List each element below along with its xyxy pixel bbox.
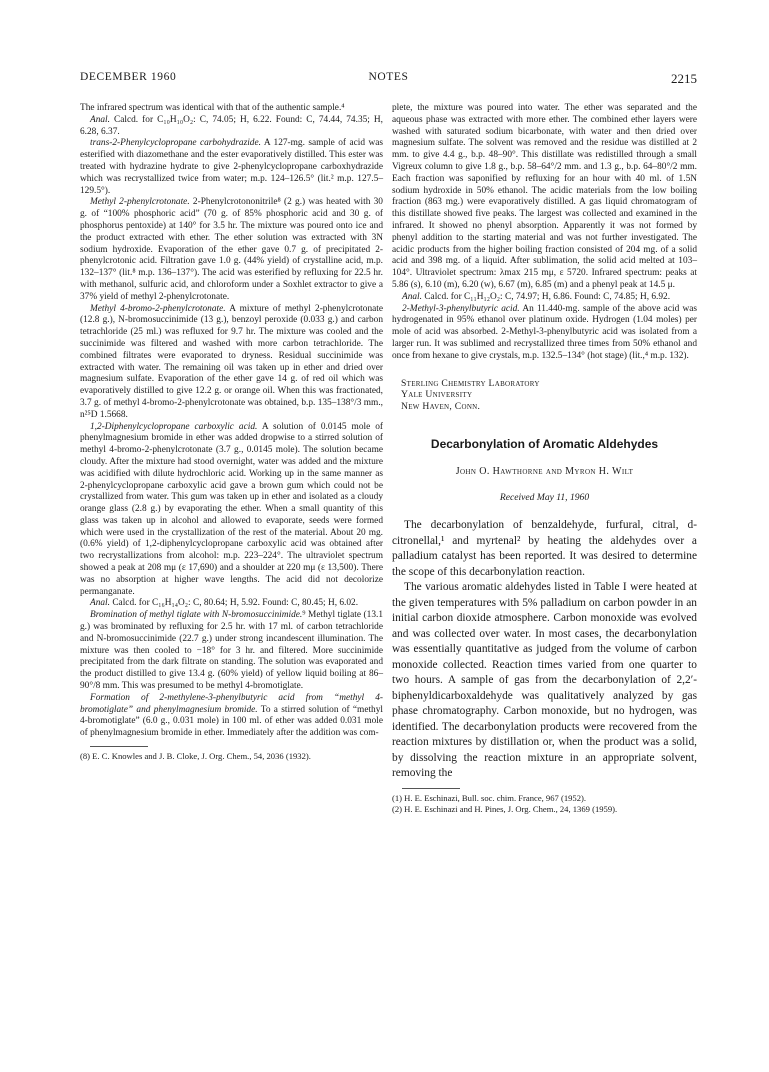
italic-heading: Bromination of methyl tiglate with N-bromosuccinimide. xyxy=(90,610,303,621)
text-run: A 127-mg. sample of acid was esterified with diazomethane and the ester evaporatively distilled. This ester was treated with hydrazine hydrate to give 2-phenylcyclopropane carboxhydrazide which was recrystallized twice from water; m.p. 124–126.5° (lit.² m.p. 127.5–129.5°). xyxy=(80,138,383,196)
paragraph xyxy=(80,103,383,115)
article-title: Decarbonylation of Aromatic Aldehydes xyxy=(430,437,659,452)
paragraph xyxy=(80,693,383,740)
text-run: Calcd. for C₁₁H₁₂O₂: C, 74.97; H, 6.86. Found: C, 74.85; H, 6.92. xyxy=(421,291,671,302)
italic-heading: Formation of 2-methylene-3-phenylbutyric acid from “methyl 4-bromotiglate” and phenylmagnesium bromide. xyxy=(80,692,383,715)
text-run: plete, the mixture was poured into water. The ether was separated and the aqueous phase was extracted with more ether. The combined ether layers were washed with saturated sodium bicarbonate, with water and then dried over magnesium sulfate. The solvent was removed and the residue was distilled at 2 mm. to give 4.4 g., b.p. 48–90°. This distillate was redistilled through a small Vigreux column to give 1.8 g., b.p. 58–64°/2 mm. and 1.3 g., b.p. 64–80°/2 mm. Each fraction was saponified by refluxing for an hour with 40 ml. of 1.5N sodium hydroxide in 50% ethanol. The acidic materials from the low boiling fraction (863 mg.) were evaporatively distilled. A gas liquid chromatogram of this distillate showed five peaks. The largest was collected and examined in the infrared. It showed no phenyl absorption. Apparently it was not formed by phenyl addition to the starting material and was not further investigated. The acidic products from the higher boiling fraction consisted of 204 mg. of a solid acid and 398 mg. of a liquid. After sublimation, the solid acid melted at 103–104°. Ultraviolet spectrum: λmax 215 mμ, ε 5720. Infrared spectrum: peaks at 5.86 (s), 6.10 (m), 6.20 (w), 6.67 (m), 6.85 (m) and a phenyl peak at 14.5 μ. xyxy=(392,103,697,290)
italic-heading: Methyl 4-bromo-2-phenylcrotonate. xyxy=(90,303,226,314)
italic-heading: 2-Methyl-3-phenylbutyric acid. xyxy=(402,303,520,314)
text-run: Calcd. for C₁₆H₁₄O₂: C, 80.64; H, 5.92. Found: C, 80.45; H, 6.02. xyxy=(109,598,359,609)
text-run: A solution of 0.0145 mole of phenylmagnesium bromide in ether was added dropwise to a stirred solution of methyl 4-bromo-2-phenylcrotonate (3.7 g., 0.0145 mole). The solution became cloudy. After the mixture had stood overnight, water was added and the mixture was acidified with dilute hydrochloric acid. Working up in the same manner as 2-phenylcyclopropane carboxylic acid gave a brown gum which could not be crystallized from water. This gum was taken up in ether and isolated as a cloudy orange glass (2.8 g.) by evaporating the ether. When a small quantity of this glass was taken up in alcohol and allowed to evaporate, seeds were formed which were used in the crystallization of the rest of the material. About 20 mg. (0.6% yield) of 1,2-diphenylcyclopropane carboxylic acid was obtained after two recrystallizations from alcohol: m.p. 223–224°. The ultraviolet spectrum showed a peak at 208 mμ (ε 17,690) and a shoulder at 220 mμ (ε 13,500). There was no absorption at higher wave lengths. The acid did not decolorize permanganate. xyxy=(80,421,383,597)
paragraph xyxy=(80,197,383,303)
italic-heading: Anal. xyxy=(402,291,422,302)
article-paragraph: The various aromatic aldehydes listed in Table I were heated at the given temperatures with 5% palladium on carbon powder in an initial carbon dioxide atmosphere. Carbon monoxide was evolved and was collected over water. In most cases, the decarbonylation was essentially quantitative as judged from the volume of carbon monoxide collected. Reaction times varied from one quarter to two hours. A sample of gas from the decarbonylation of 2,2′-biphenyldicarboxaldehyde was qualitatively analyzed by gas phase chromatography. Carbon monoxide, but no hydrogen, was identified. The decarbonylation products were recovered from the reaction mixtures by distillation or, when the product was a solid, by dissolving the reaction mixture in an appropriate solvent, removing the xyxy=(392,581,697,780)
paragraph xyxy=(80,422,383,599)
text-run: A mixture of methyl 2-phenylcrotonate (12.8 g.), N-bromosuccinimide (13 g.), benzoyl peroxide (0.033 g.) and carbon tetrachloride (25 ml.) was refluxed for 9.7 hr. The mixture was cooled and the succinimide was filtered and washed with more carbon tetrachloride. The combined filtrates were evaporated to dryness. Residual succinimide was extracted with water. The remaining oil was taken up in ether and dried over magnesium sulfate. Evaporation of the ether gave 14 g. of red oil which was evaporatively distilled to give 12.2 g. or orange oil. When this was fractionated, 3.7 g. of methyl 4-bromo-2-phenylcrotonate was obtained, b.p. 135–138°/3 mm., n²⁵D 1.5668. xyxy=(80,303,384,420)
footnote-rule xyxy=(90,746,148,747)
address-line: Sterling Chemistry Laboratory xyxy=(401,377,540,389)
paragraph xyxy=(392,103,697,292)
right-paragraphs xyxy=(392,103,697,363)
text-run: To a stirred solution of “methyl 4-bromotiglate” (6.0 g., 0.031 mole) in 100 ml. of ether was added 0.031 mole of phenylmagnesium bromide in ether. Immediately after the addition was com- xyxy=(80,704,383,739)
address-line: Yale University xyxy=(401,389,473,401)
text-run: 2-Phenylcrotononitrile⁸ (2 g.) was heated with 30 g. of “100% phosphoric acid” (70 g. of 85% phosphoric acid and 30 g. of phosphorus pentoxide) at 140° for 3.5 hr. The mixture was poured onto ice and the product extracted with ether. The ether solution was extracted with 3N sodium hydroxide. Evaporation of the ether gave 0.7 g. of precipitated 2-phenylcrotonic acid. Filtration gave 1.0 g. (44% yield) of crystalline acid, m.p. 132–137° (lit.⁸ m.p. 136–137°). The acid was esterified by refluxing for 22.5 hr. with methanol, sulfuric acid, and chloroform under a Soxhlet extractor to give a 37% yield of methyl 2-phenylcrotonate. xyxy=(80,197,383,302)
paragraph xyxy=(80,610,383,693)
italic-heading: Anal. xyxy=(90,114,110,125)
italic-heading: Anal. xyxy=(90,598,110,609)
right-column xyxy=(392,103,697,815)
italic-heading: Methyl 2-phenylcrotonate. xyxy=(90,197,190,208)
article-body xyxy=(392,518,697,782)
received-date: Received May 11, 1960 xyxy=(499,491,590,503)
paragraph xyxy=(392,304,697,363)
header-section: NOTES xyxy=(368,71,409,83)
left-paragraphs xyxy=(80,103,383,740)
paragraph xyxy=(80,598,383,610)
footnote-1: (1) H. E. Eschinazi, Bull. soc. chim. France, 967 (1952). xyxy=(392,792,587,803)
footnote-rule xyxy=(402,788,460,789)
paragraph xyxy=(80,138,383,197)
text-run: Calcd. for C₁₀H₁₀O₂: C, 74.05; H, 6.22. Found: C, 74.44, 74.35; H, 6.28, 6.37. xyxy=(80,114,383,137)
header-date: DECEMBER 1960 xyxy=(80,71,177,83)
paragraph xyxy=(80,115,383,139)
address-line: New Haven, Conn. xyxy=(401,400,481,412)
lab-address xyxy=(392,378,697,413)
footnote-2: (2) H. E. Eschinazi and H. Pines, J. Org. Chem., 24, 1369 (1959). xyxy=(392,803,618,814)
article-paragraph: The decarbonylation of benzaldehyde, furfural, citral, d-citronellal,¹ and myrtenal² by heating the aldehydes over a palladium catalyst has been reported. It was desired to determine the scope of this decarbonylation reaction. xyxy=(392,519,697,578)
paragraph xyxy=(80,304,383,422)
paragraph xyxy=(392,292,697,304)
text-run: ⁹ Methyl tiglate (13.1 g.) was brominated by refluxing for 2.5 hr. with 17 ml. of carbon tetrachloride and N-bromosuccinimide (22.7 g.) under strong incandescent illumination. The mixture was then cooled to −18° for 3 hr. and filtered. More succinimide precipitated from the dark filtrate on standing. The solution was evaporated and the product distilled to give 13.4 g. (60% yield) of yellow liquid boiling at 86–90°/8 mm. This was presumed to be methyl 4-bromotiglate. xyxy=(80,610,383,692)
footnote-8: (8) E. C. Knowles and J. B. Cloke, J. Org. Chem., 54, 2036 (1932). xyxy=(80,751,311,762)
italic-heading: 1,2-Diphenylcyclopropane carboxylic acid. xyxy=(90,421,258,432)
text-run: The infrared spectrum was identical with that of the authentic sample.⁴ xyxy=(80,103,345,113)
left-column xyxy=(80,103,383,762)
article-authors: John O. Hawthorne and Myron H. Wilt xyxy=(455,465,634,477)
italic-heading: trans-2-Phenylcyclopropane carbohydrazide. xyxy=(90,138,261,149)
text-run: An 11.440-mg. sample of the above acid was hydrogenated in 95% ethanol over platinum oxide. Hydrogen (1.04 moles) per mole of acid was absorbed. 2-Methyl-3-phenylbutyric acid was isolated from a larger run. It was sublimed and recrystallized three times from 50% ethanol and once from hexane to give crystals, m.p. 132.5–134° (hot stage) (lit.,⁴ m.p. 132). xyxy=(392,303,697,361)
page-number: 2215 xyxy=(671,71,697,86)
page-header xyxy=(80,71,697,87)
